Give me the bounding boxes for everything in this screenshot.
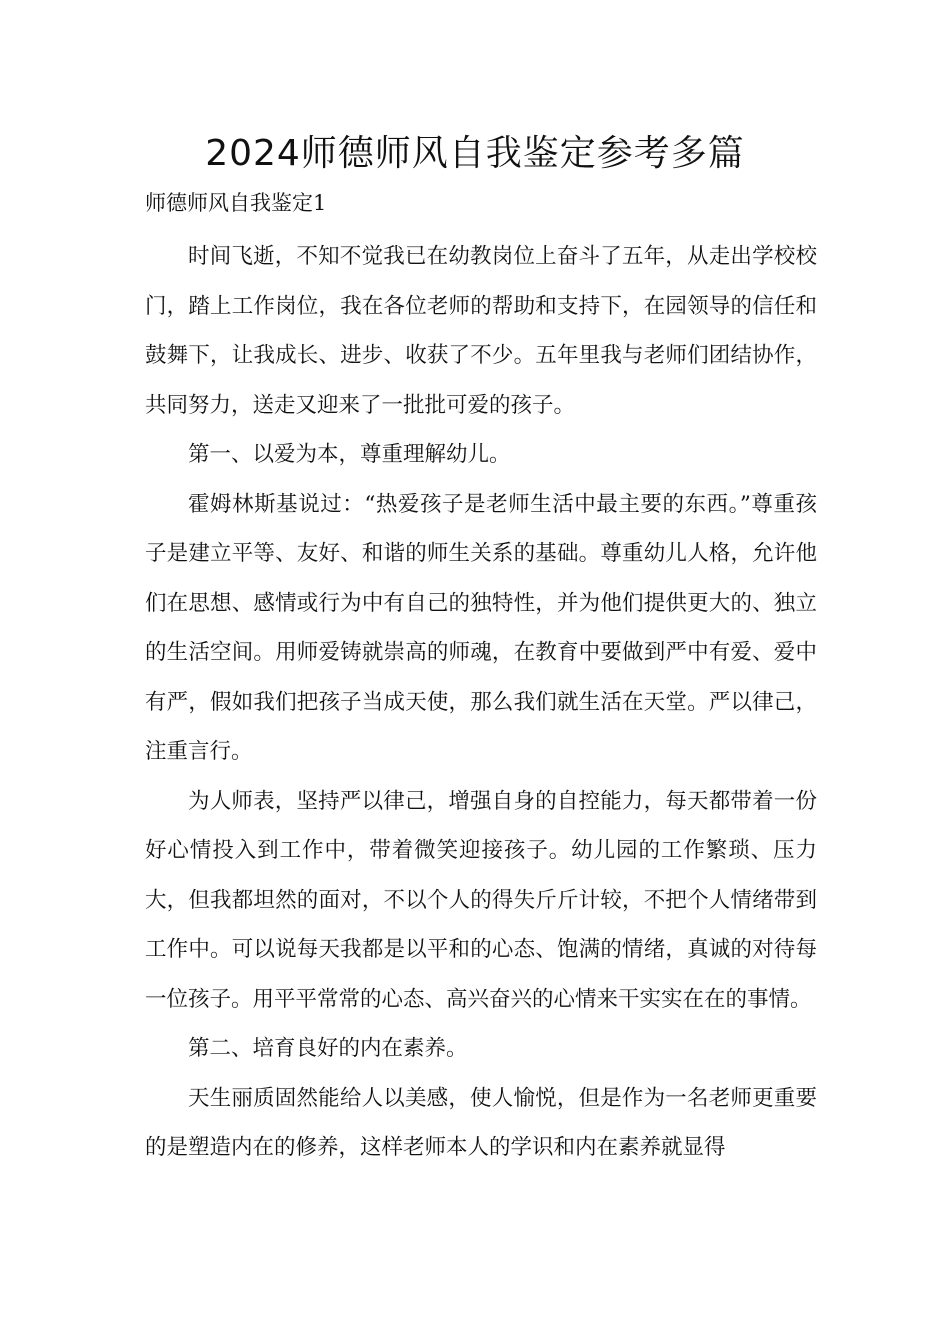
paragraph-inner-quality: 天生丽质固然能给人以美感，使人愉悦，但是作为一名老师更重要的是塑造内在的修养，这样老师本人的学识和内在素养就显得 [145, 1085, 817, 1160]
paragraph-point-two-heading: 第二、培育良好的内在素养。 [188, 1036, 468, 1061]
document-body [145, 232, 817, 1173]
section-heading: 师德师风自我鉴定1 [145, 191, 327, 215]
paragraph-intro: 时间飞逝，不知不觉我已在幼教岗位上奋斗了五年，从走出学校校门，踏上工作岗位，我在各位老师的帮助和支持下，在园领导的信任和鼓舞下，让我成长、进步、收获了不少。五年里我与老师们团结协作，共同努力，送走又迎来了一批批可爱的孩子。 [145, 244, 817, 418]
paragraph-self-discipline: 为人师表，坚持严以律己，增强自身的自控能力，每天都带着一份好心情投入到工作中，带着微笑迎接孩子。幼儿园的工作繁琐、压力大，但我都坦然的面对，不以个人的得失斤斤计较，不把个人情绪带到工作中。可以说每天我都是以平和的心态、饱满的情绪，真诚的对待每一位孩子。用平平常常的心态、高兴奋兴的心情来干实实在在的事情。 [145, 788, 817, 1012]
paragraph-quote: 霍姆林斯基说过：“热爱孩子是老师生活中最主要的东西。”尊重孩子是建立平等、友好、和谐的师生关系的基础。尊重幼儿人格，允许他们在思想、感情或行为中有自己的独特性，并为他们提供更大的、独立的生活空间。用师爱铸就崇高的师魂，在教育中要做到严中有爱、爱中有严，假如我们把孩子当成天使，那么我们就生活在天堂。严以律己，注重言行。 [145, 491, 817, 764]
document-title: 2024师德师风自我鉴定参考多篇 [205, 133, 745, 174]
paragraph-point-one-heading: 第一、以爱为本，尊重理解幼儿。 [188, 442, 511, 467]
